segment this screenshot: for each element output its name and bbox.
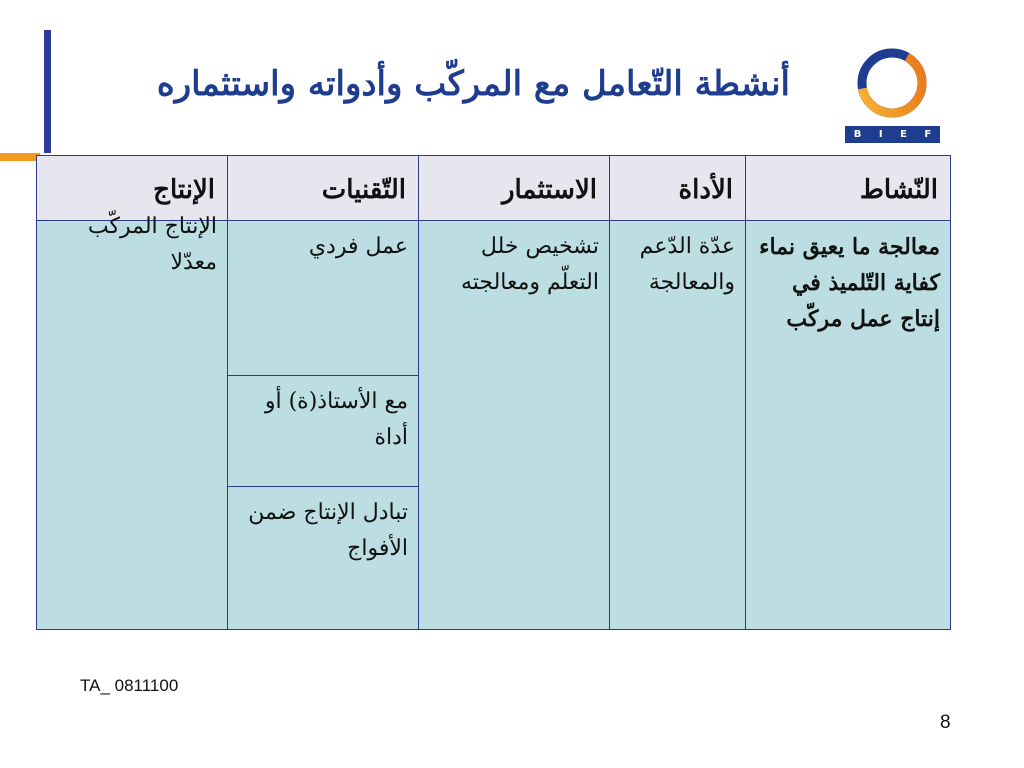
- production-text: الإنتاج المركّب معدّلا: [87, 214, 217, 275]
- logo-letter: I: [878, 129, 883, 140]
- cell-activity: معالجة ما يعيق نماء كفاية التّلميذ في إنتاج عمل مركّب: [746, 221, 951, 630]
- cell-technique-teacher: مع الأستاذ(ة) أو أداة: [228, 376, 419, 487]
- cell-technique-groups: تبادل الإنتاج ضمن الأفواج: [228, 487, 419, 630]
- page-number: 8: [940, 712, 951, 733]
- activities-table: [36, 155, 951, 630]
- bief-logo: [845, 38, 940, 146]
- cell-tool: عدّة الدّعم والمعالجة: [610, 221, 746, 630]
- accent-vertical-bar: [44, 30, 51, 153]
- cell-technique-individual: عمل فردي: [228, 221, 419, 376]
- header-tool: الأداة: [610, 156, 746, 221]
- footer-code: TA_ 0811100: [80, 676, 179, 695]
- logo-letters-bar: [845, 126, 940, 143]
- header-investment: الاستثمار: [419, 156, 610, 221]
- logo-letter: E: [900, 129, 907, 140]
- header-production: الإنتاج: [37, 156, 228, 221]
- header-techniques: التّقنيات: [228, 156, 419, 221]
- logo-letter: F: [924, 129, 932, 140]
- table-row: [37, 221, 951, 376]
- cell-production: [37, 214, 228, 630]
- header-activity: النّشاط: [746, 156, 951, 221]
- accent-horizontal-bar: [0, 153, 40, 161]
- cell-investment: تشخيص خلل التعلّم ومعالجته: [419, 221, 610, 630]
- logo-letter: B: [853, 129, 862, 140]
- logo-ring-icon: [845, 38, 940, 128]
- slide-title: أنشطة التّعامل مع المركّب وأدواته واستثماره: [156, 64, 790, 104]
